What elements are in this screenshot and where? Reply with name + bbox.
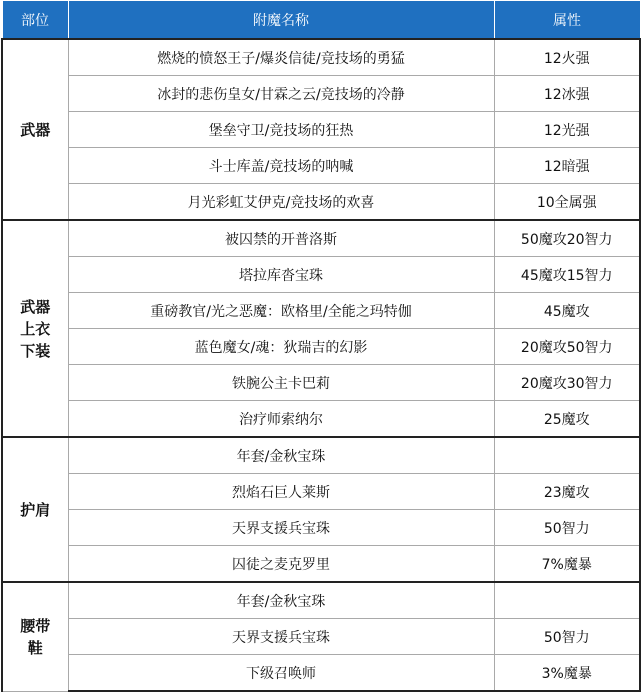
attribute-cell: 23魔攻 [494,474,640,510]
table-row [2,184,640,221]
attribute-cell: 50魔攻20智力 [494,220,640,257]
header-part: 部位 [2,1,68,40]
enchant-name-cell: 被囚禁的开普洛斯 [68,220,494,257]
table-row [2,655,640,692]
table-row [2,365,640,401]
attribute-cell: 12光强 [494,112,640,148]
table-row [2,39,640,76]
table-row [2,293,640,329]
table-row [2,401,640,438]
table-row [2,329,640,365]
part-cell [2,220,68,437]
part-cell [2,39,68,220]
table-row [2,546,640,583]
attribute-cell: 3%魔暴 [494,655,640,692]
attribute-cell: 20魔攻50智力 [494,329,640,365]
attribute-cell: 45魔攻15智力 [494,257,640,293]
table-row [2,220,640,257]
attribute-cell [494,437,640,474]
enchant-table [1,0,641,692]
attribute-cell: 50智力 [494,619,640,655]
enchant-name-cell: 年套/金秋宝珠 [68,582,494,619]
table-row [2,148,640,184]
table-row [2,619,640,655]
table-row [2,510,640,546]
table-row [2,582,640,619]
table-row [2,112,640,148]
attribute-cell [494,582,640,619]
enchant-name-cell: 重磅教官/光之恶魔：欧格里/全能之玛特伽 [68,293,494,329]
enchant-name-cell: 燃烧的愤怒王子/爆炎信徒/竞技场的勇猛 [68,39,494,76]
table-row [2,257,640,293]
header-attr: 属性 [494,1,640,40]
attribute-cell: 45魔攻 [494,293,640,329]
enchant-name-cell: 斗士库盖/竞技场的呐喊 [68,148,494,184]
table-body [2,39,640,691]
part-cell [2,437,68,582]
header-name: 附魔名称 [68,1,494,40]
enchant-name-cell: 铁腕公主卡巴莉 [68,365,494,401]
part-label: 武器 [20,120,51,139]
table-row [2,76,640,112]
enchant-name-cell: 天界支援兵宝珠 [68,619,494,655]
enchant-name-cell: 冰封的悲伤皇女/甘霖之云/竞技场的冷静 [68,76,494,112]
attribute-cell: 10全属强 [494,184,640,221]
attribute-cell: 12火强 [494,39,640,76]
enchant-name-cell: 下级召唤师 [68,655,494,692]
attribute-cell: 25魔攻 [494,401,640,438]
part-cell [2,582,68,691]
enchant-name-cell: 年套/金秋宝珠 [68,437,494,474]
enchant-name-cell: 天界支援兵宝珠 [68,510,494,546]
enchant-name-cell: 堡垒守卫/竞技场的狂热 [68,112,494,148]
attribute-cell: 12暗强 [494,148,640,184]
attribute-cell: 50智力 [494,510,640,546]
enchant-name-cell: 烈焰石巨人莱斯 [68,474,494,510]
enchant-name-cell: 月光彩虹艾伊克/竞技场的欢喜 [68,184,494,221]
enchant-name-cell: 治疗师索纳尔 [68,401,494,438]
attribute-cell: 7%魔暴 [494,546,640,583]
table-row [2,474,640,510]
part-label: 腰带 鞋 [20,616,51,657]
enchant-name-cell: 囚徒之麦克罗里 [68,546,494,583]
table-header-row [2,1,640,40]
enchant-name-cell: 塔拉库沓宝珠 [68,257,494,293]
attribute-cell: 12冰强 [494,76,640,112]
enchant-name-cell: 蓝色魔女/魂：狄瑞吉的幻影 [68,329,494,365]
part-label: 武器 上衣 下装 [20,297,51,360]
attribute-cell: 20魔攻30智力 [494,365,640,401]
table-row [2,437,640,474]
part-label: 护肩 [20,500,51,519]
